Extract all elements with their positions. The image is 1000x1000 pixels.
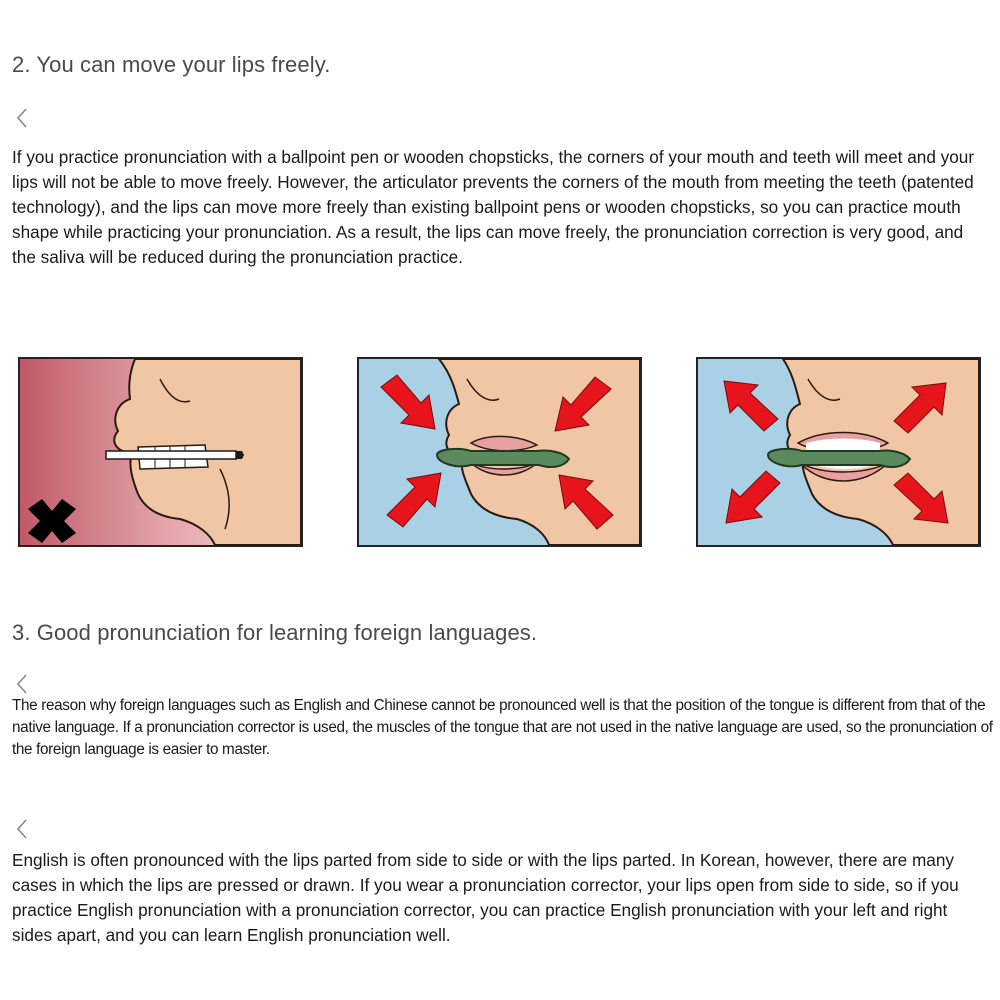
section-3-heading: 3. Good pronunciation for learning foreign languages. — [12, 620, 538, 645]
illustration-corrector-closed — [357, 357, 642, 547]
illustration-ballpoint-pen — [18, 357, 303, 547]
section-3-paragraph-1: The reason why foreign languages such as English and Chinese cannot be pronounced well is that the position of the tongue is different from that of the native language. If a pronunciation corrector is used, the muscles of the tongue that are not used in the native language are used, so the pronunciation of the foreign language is easier to master. — [12, 697, 993, 758]
chevron-left-icon[interactable] — [14, 673, 30, 695]
chevron-left-icon[interactable] — [14, 818, 30, 840]
section-2-paragraph: If you practice pronunciation with a ballpoint pen or wooden chopsticks, the corners of your mouth and teeth will meet and your lips will not be able to move freely. However, the articulator prevents the corners of the mouth from meeting the teeth (patented technology), and the lips can move more freely than existing ballpoint pens or wooden chopsticks, so you can practice mouth shape while practicing your pronunciation. As a result, the lips can move freely, the pronunciation correction is very good, and the saliva will be reduced during the pronunciation practice. — [12, 147, 975, 267]
section-2-heading: 2. You can move your lips freely. — [12, 52, 331, 77]
illustration-corrector-open — [696, 357, 981, 547]
chevron-left-icon[interactable] — [14, 107, 30, 129]
section-3-paragraph-2: English is often pronounced with the lips parted from side to side or with the lips parted. In Korean, however, there are many cases in which the lips are pressed or drawn. If you wear a pronunciation corrector, your lips open from side to side, so if you practice English pronunciation with a pronunciation corrector, you can practice English pronunciation with your left and right sides apart, and you can learn English pronunciation well. — [12, 850, 959, 945]
